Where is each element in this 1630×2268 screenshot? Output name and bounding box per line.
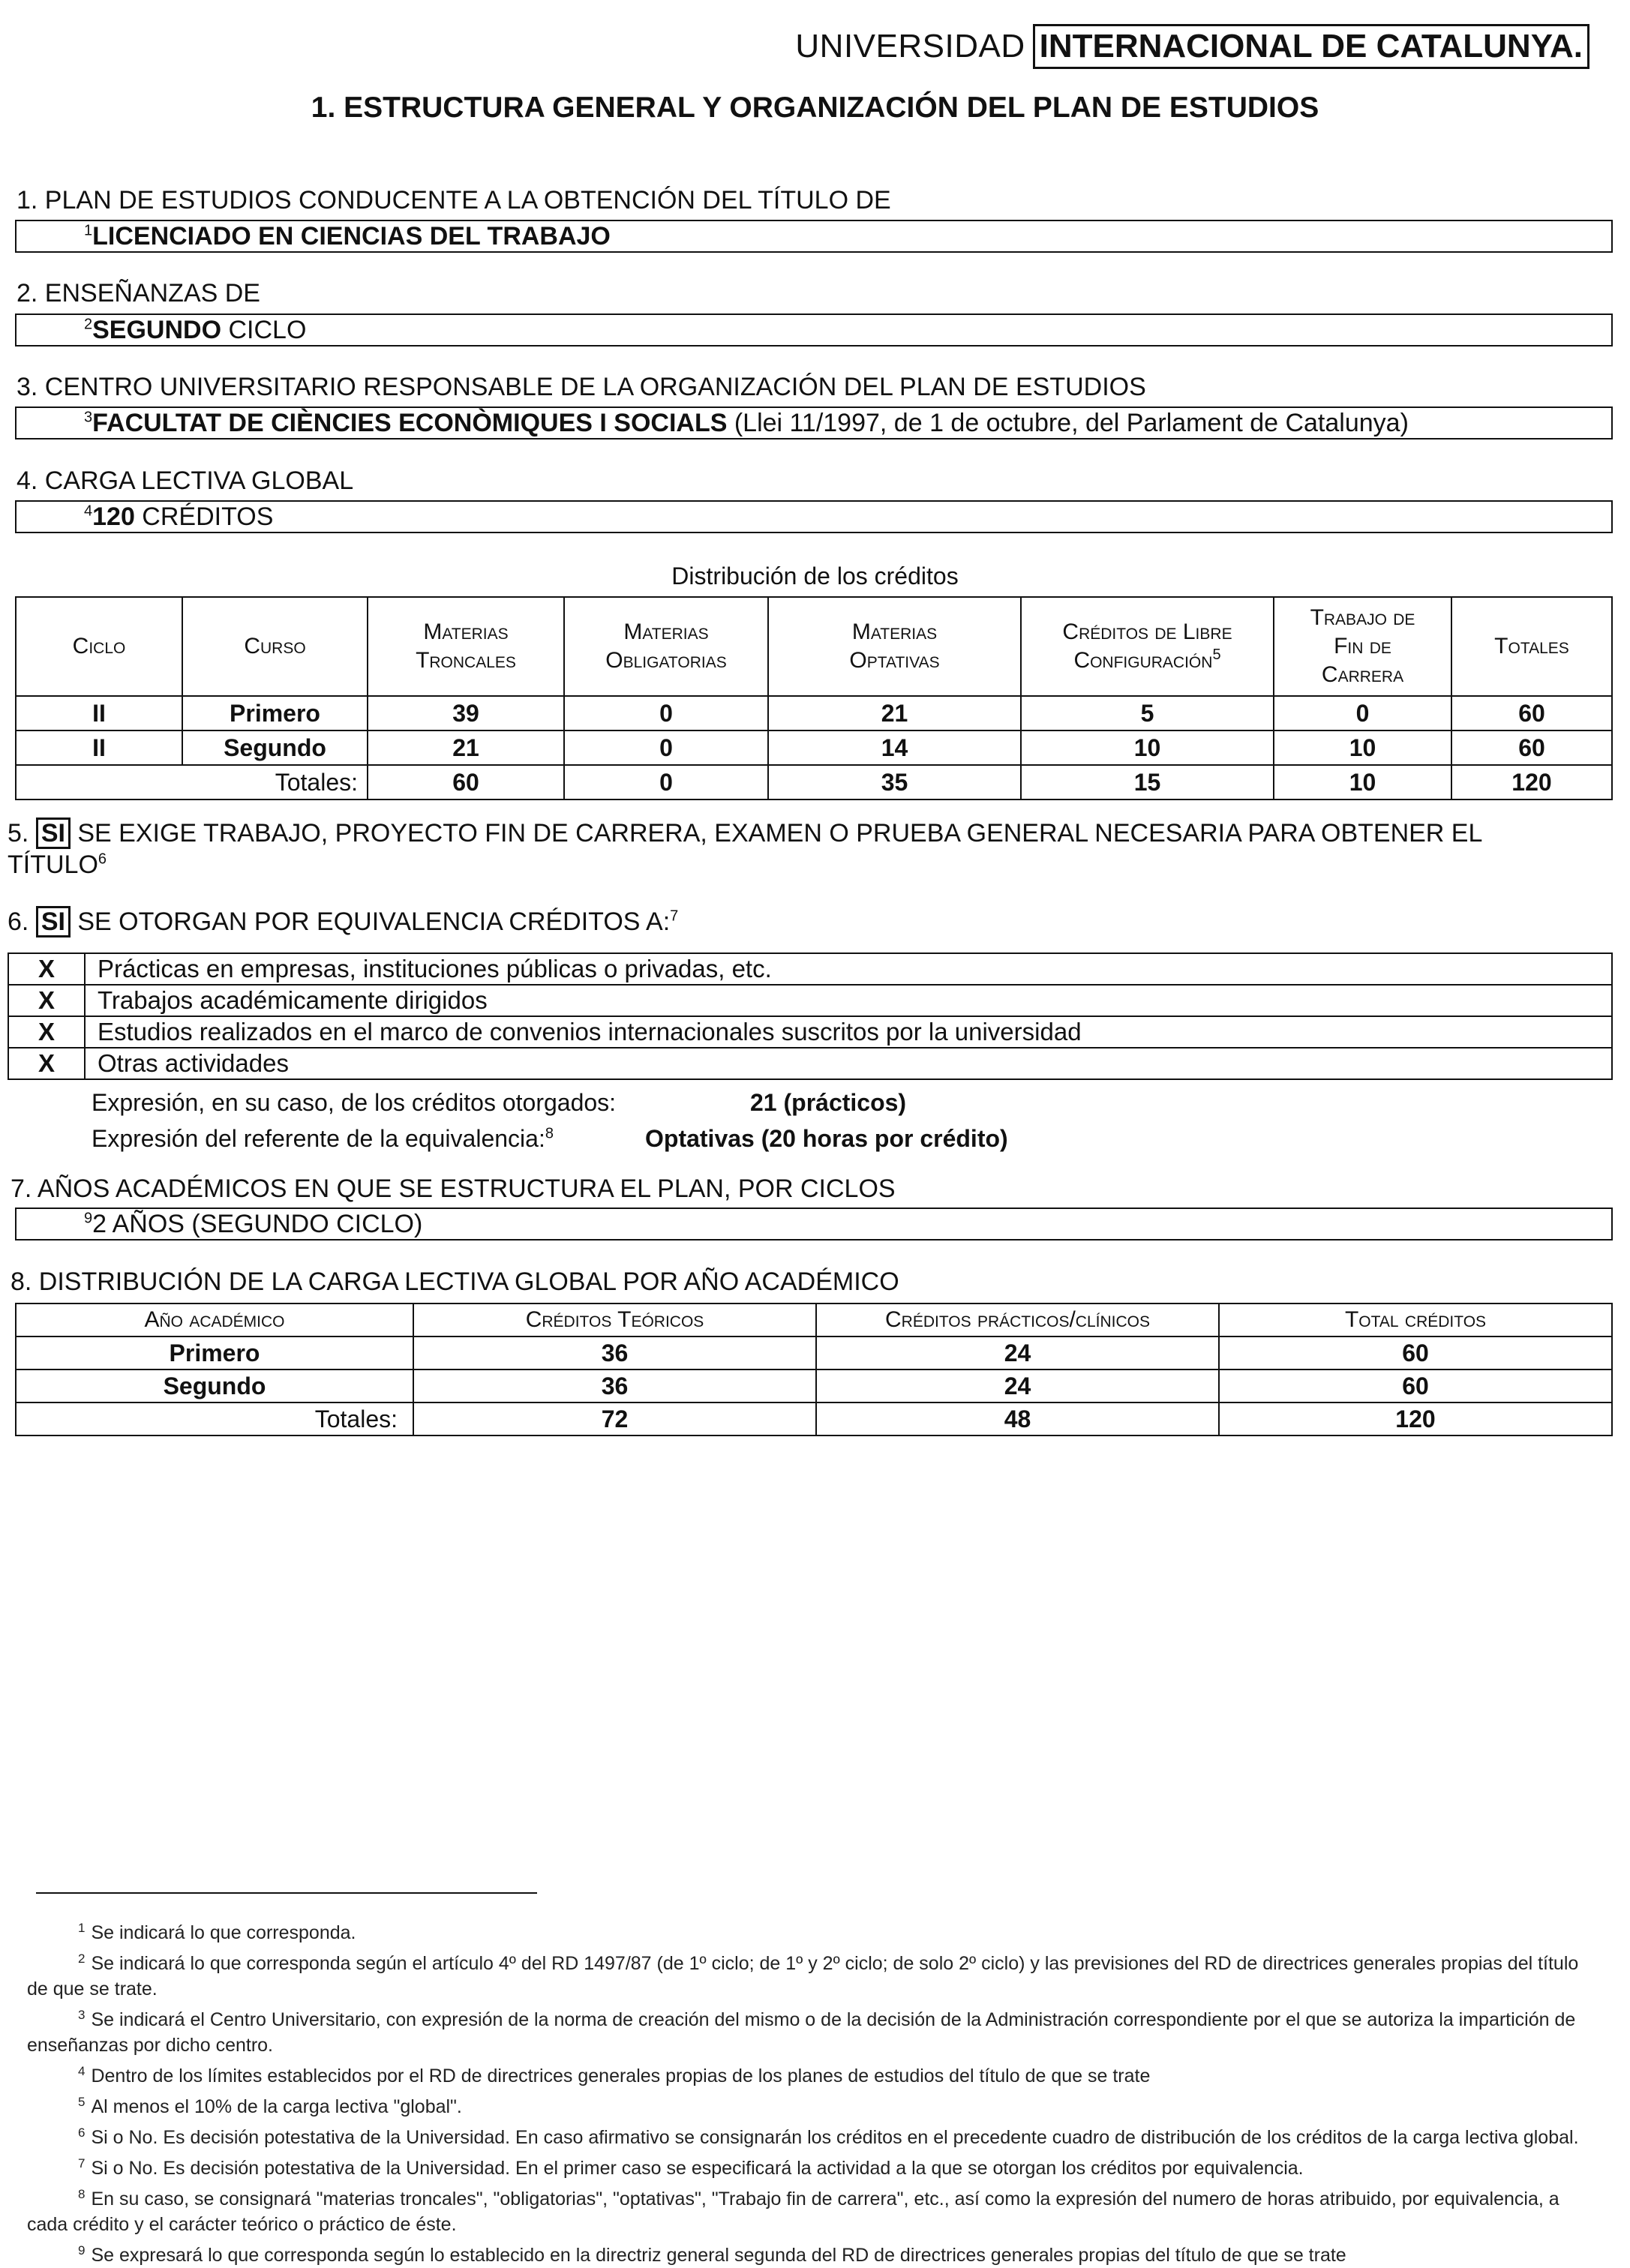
item-text: Prácticas en empresas, instituciones públicas o privadas, etc.: [85, 953, 1612, 985]
list-item: [8, 1016, 1612, 1048]
table-row: [16, 1370, 1612, 1402]
faculty-law: (Llei 11/1997, de 1 de octubre, del Parlament de Catalunya): [727, 409, 1409, 437]
header-curso: Curso: [182, 597, 368, 696]
header-practicos: Créditos prácticos/clínicos: [816, 1304, 1219, 1336]
section-5-text: SE EXIGE TRABAJO, PROYECTO FIN DE CARRERA, EXAMEN O PRUEBA GENERAL NECESARIA PARA OBTENER EL: [70, 819, 1483, 848]
cell-anio: Segundo: [16, 1370, 413, 1402]
footnote-ref-4: 4: [84, 502, 93, 520]
footnote-9: $^9$ Se expresará lo que corresponda según lo establecido en la directriz general segunda del RD de directrices generales propias del título de que se trate: [78, 2242, 1346, 2266]
degree-title: LICENCIADO EN CIENCIAS DEL TRABAJO: [92, 222, 611, 250]
header-totales: Totales: [1451, 597, 1612, 696]
footnote-ref-2: 2: [84, 316, 93, 333]
cell-libre: 5: [1021, 696, 1274, 730]
header-libre: Créditos de Libre Configuración$^5$: [1021, 597, 1274, 696]
total-fin: 10: [1274, 765, 1451, 800]
total-obligatorias: 0: [564, 765, 768, 800]
item-text: Trabajos académicamente dirigidos: [85, 985, 1612, 1016]
header-teoricos: Créditos Teóricos: [413, 1304, 816, 1336]
section-8-label: 8. DISTRIBUCIÓN DE LA CARGA LECTIVA GLOBAL POR AÑO ACADÉMICO: [11, 1268, 899, 1296]
header-fin-carrera: Trabajo de Fin de Carrera: [1274, 597, 1451, 696]
expression-reference-value: Optativas (20 horas por crédito): [645, 1125, 1008, 1152]
section-1-label: 1. PLAN DE ESTUDIOS CONDUCENTE A LA OBTENCIÓN DEL TÍTULO DE: [17, 186, 891, 214]
expression-credits-label: Expresión, en su caso, de los créditos otorgados:: [92, 1089, 617, 1116]
section-7-label: 7. AÑOS ACADÉMICOS EN QUE SE ESTRUCTURA EL PLAN, POR CICLOS: [11, 1174, 896, 1203]
total-teoricos: 72: [413, 1402, 816, 1436]
section-6-number: 6.: [8, 908, 29, 936]
distribution-caption: Distribución de los créditos: [671, 562, 959, 590]
footnote-4: $^4$ Dentro de los límites establecidos por el RD de directrices generales propias de los planes de estudios del título de que se trate: [78, 2063, 1151, 2086]
total-troncales: 60: [368, 765, 564, 800]
annual-load-table: [15, 1303, 1613, 1436]
total-optativas: 35: [768, 765, 1021, 800]
cycle-bold: SEGUNDO: [92, 316, 222, 344]
university-header: [795, 24, 1589, 69]
cell-empty: [16, 765, 182, 800]
cell-total: 60: [1219, 1336, 1612, 1370]
cell-ciclo: II: [16, 730, 182, 765]
cell-total: 60: [1219, 1370, 1612, 1402]
totals-row: [16, 1402, 1612, 1436]
cell-troncales: 21: [368, 730, 564, 765]
cell-anio: Primero: [16, 1336, 413, 1370]
credits-rest: CRÉDITOS: [134, 502, 274, 531]
section-4-box: [15, 500, 1613, 533]
total-practicos: 48: [816, 1402, 1219, 1436]
footnote-3: $^3$ Se indicará el Centro Universitario, con expresión de la norma de creación del mismo o de la decisión de la Administración correspondiente por el que se autoriza la impartición de enseñanzas por dicho centro.: [27, 2007, 1576, 2056]
footnote-1: $^1$ Se indicará lo que corresponda.: [78, 1920, 356, 1943]
footnote-ref-9: 9: [84, 1210, 93, 1227]
section-6-text: SE OTORGAN POR EQUIVALENCIA CRÉDITOS A:: [70, 908, 671, 936]
footnote-6: $^6$ Si o No. Es decisión potestativa de la Universidad. En caso afirmativo se consignarán los créditos en el precedente cuadro de distribución de los créditos de la carga lectiva global.: [78, 2125, 1579, 2148]
list-item: [8, 985, 1612, 1016]
cycle-rest: CICLO: [221, 316, 307, 344]
section-7-box: [15, 1208, 1613, 1240]
section-5-si-box: SI: [36, 818, 71, 849]
totals-label: Totales:: [16, 1402, 413, 1436]
header-obligatorias: Materias Obligatorias: [564, 597, 768, 696]
table-row: [16, 1336, 1612, 1370]
item-text: Otras actividades: [85, 1048, 1612, 1079]
cell-libre: 10: [1021, 730, 1274, 765]
section-2-label: 2. ENSEÑANZAS DE: [17, 279, 260, 308]
footnote-ref-7: 7: [670, 908, 679, 925]
totals-label: Totales:: [182, 765, 368, 800]
footnote-5: $^5$ Al menos el 10% de la carga lectiva "global".: [78, 2094, 462, 2117]
cell-troncales: 39: [368, 696, 564, 730]
header-optativas: Materias Optativas: [768, 597, 1021, 696]
university-label: UNIVERSIDAD: [795, 28, 1025, 64]
section-3-label: 3. CENTRO UNIVERSITARIO RESPONSABLE DE LA ORGANIZACIÓN DEL PLAN DE ESTUDIOS: [17, 373, 1146, 401]
footnote-separator: [36, 1892, 537, 1894]
expression-reference-label: Expresión del referente de la equivalencia:$^8$: [92, 1125, 554, 1152]
expression-credits-value: 21 (prácticos): [750, 1089, 907, 1116]
cell-ciclo: II: [16, 696, 182, 730]
cell-curso: Primero: [182, 696, 368, 730]
footnote-ref-1: 1: [84, 222, 93, 239]
item-text: Estudios realizados en el marco de convenios internacionales suscritos por la universidad: [85, 1016, 1612, 1048]
cell-fin: 0: [1274, 696, 1451, 730]
footnote-7: $^7$ Si o No. Es decisión potestativa de la Universidad. En el primer caso se especificará la actividad a la que se otorgan los créditos por equivalencia.: [78, 2156, 1304, 2179]
section-1-box: [15, 220, 1613, 253]
section-4-label: 4. CARGA LECTIVA GLOBAL: [17, 466, 354, 495]
table-row: [16, 696, 1612, 730]
cell-fin: 10: [1274, 730, 1451, 765]
header-troncales: Materias Troncales: [368, 597, 564, 696]
header-anio: Año académico: [16, 1304, 413, 1336]
section-5-text-cont: TÍTULO: [8, 850, 98, 879]
cell-total: 60: [1451, 730, 1612, 765]
check-mark: X: [8, 985, 85, 1016]
equivalence-table: [8, 952, 1613, 1080]
total-total: 120: [1451, 765, 1612, 800]
distribution-table: [15, 596, 1613, 800]
cell-optativas: 14: [768, 730, 1021, 765]
faculty-name: FACULTAT DE CIÈNCIES ECONÒMIQUES I SOCIALS: [92, 409, 728, 437]
credits-bold: 120: [92, 502, 135, 531]
cell-curso: Segundo: [182, 730, 368, 765]
footnote-ref-6: 6: [98, 850, 107, 868]
cell-obligatorias: 0: [564, 696, 768, 730]
footnote-8: $^8$ En su caso, se consignará "materias troncales", "obligatorias", "optativas", "Trabajo fin de carrera", etc., así como la expresión del numero de horas atribuido, por equivalencia, a cada crédito y el carácter teórico o práctico de éste.: [27, 2186, 1559, 2235]
annual-header-row: [16, 1304, 1612, 1336]
table-row: [16, 730, 1612, 765]
totals-row: [16, 765, 1612, 800]
cell-practicos: 24: [816, 1370, 1219, 1402]
years-value: 2 AÑOS (SEGUNDO CICLO): [92, 1210, 423, 1238]
section-3-box: [15, 406, 1613, 440]
section-2-box: [15, 314, 1613, 346]
footnote-ref-3: 3: [84, 409, 93, 426]
cell-optativas: 21: [768, 696, 1021, 730]
header-total: Total créditos: [1219, 1304, 1612, 1336]
cell-practicos: 24: [816, 1336, 1219, 1370]
cell-obligatorias: 0: [564, 730, 768, 765]
footnote-2: $^2$ Se indicará lo que corresponda según el artículo 4º del RD 1497/87 (de 1º ciclo; de 1º y 2º ciclo; de solo 2º ciclo) y las previsiones del RD de directrices generales propias del título de que se trate.: [27, 1951, 1579, 2000]
list-item: [8, 953, 1612, 985]
header-ciclo: Ciclo: [16, 597, 182, 696]
section-5: [8, 818, 1482, 880]
section-6-si-box: SI: [36, 906, 71, 938]
total-libre: 15: [1021, 765, 1274, 800]
footnotes: [27, 1920, 1602, 2268]
check-mark: X: [8, 1048, 85, 1079]
section-5-number: 5.: [8, 819, 29, 848]
distribution-header-row: [16, 597, 1612, 696]
cell-teoricos: 36: [413, 1370, 816, 1402]
total-total: 120: [1219, 1402, 1612, 1436]
university-name-box: INTERNACIONAL DE CATALUNYA.: [1033, 24, 1589, 69]
cell-teoricos: 36: [413, 1336, 816, 1370]
check-mark: X: [8, 1016, 85, 1048]
section-6-label: [8, 906, 678, 938]
check-mark: X: [8, 953, 85, 985]
page-title: 1. ESTRUCTURA GENERAL Y ORGANIZACIÓN DEL PLAN DE ESTUDIOS: [311, 92, 1319, 124]
cell-total: 60: [1451, 696, 1612, 730]
list-item: [8, 1048, 1612, 1079]
